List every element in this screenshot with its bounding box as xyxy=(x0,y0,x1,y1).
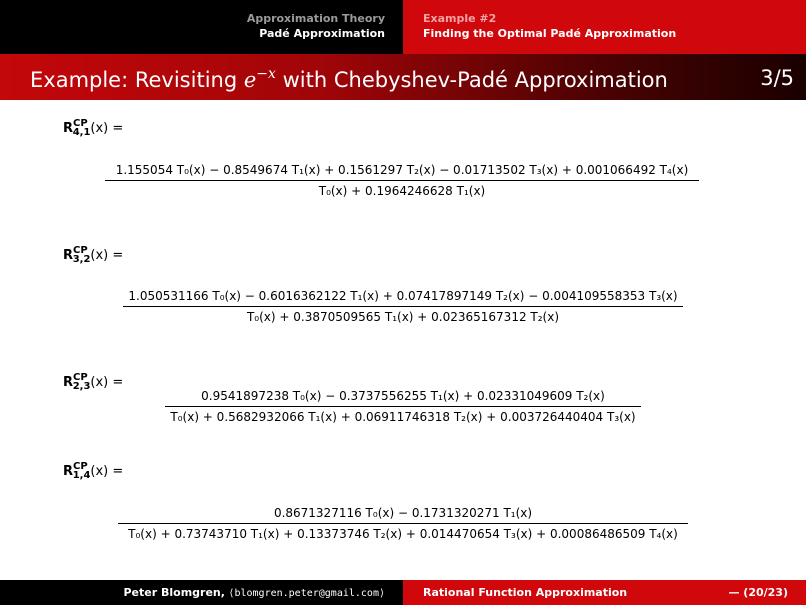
nav-subsection[interactable]: Padé Approximation xyxy=(259,27,385,40)
footer-email: ⟨blomgren.peter@gmail.com⟩ xyxy=(228,588,385,599)
footer-title-panel xyxy=(403,580,806,605)
approx-fraction xyxy=(123,289,683,324)
fraction-numerator: 1.050531166 T₀(x) − 0.6016362122 T₁(x) + 0.07417897149 T₂(x) − 0.004109558353 T₃(x) xyxy=(128,289,678,303)
top-navigation xyxy=(0,0,806,54)
slide-title: Example: Revisiting $e^{-x}$ with Chebyshev-Padé Approximation xyxy=(30,66,668,92)
title-bar xyxy=(0,54,806,100)
fraction-numerator: 1.155054 T₀(x) − 0.8549674 T₁(x) + 0.1561297 T₂(x) − 0.01713502 T₃(x) + 0.001066492 T₄(x) xyxy=(115,163,689,177)
fraction-denominator: T₀(x) + 0.73743710 T₁(x) + 0.13373746 T₂(x) + 0.014470654 T₃(x) + 0.00086486509 T₄(x) xyxy=(128,527,678,541)
fraction-denominator: T₀(x) + 0.5682932066 T₁(x) + 0.06911746318 T₂(x) + 0.003726440404 T₃(x) xyxy=(170,410,636,424)
nav-example-panel[interactable] xyxy=(403,0,806,54)
nav-section[interactable]: Approximation Theory xyxy=(246,12,385,25)
approx-fraction xyxy=(165,389,641,424)
footer-title: Rational Function Approximation xyxy=(423,586,628,599)
footer-author-panel xyxy=(0,580,403,605)
approx-fraction xyxy=(118,506,688,541)
nav-section-panel[interactable] xyxy=(0,0,403,54)
fraction-denominator: T₀(x) + 0.1964246628 T₁(x) xyxy=(318,184,486,198)
fraction-denominator: T₀(x) + 0.3870509565 T₁(x) + 0.02365167312 T₂(x) xyxy=(246,310,560,324)
footer xyxy=(0,580,806,605)
footer-page-number: — (20/23) xyxy=(728,586,788,599)
slide-page-number: 3/5 xyxy=(760,66,794,90)
approx-label: $R^{CP}_{4,1}(x)$ = xyxy=(63,118,124,138)
approx-label: $R^{CP}_{3,2}(x)$ = xyxy=(63,245,124,265)
nav-example-title[interactable]: Finding the Optimal Padé Approximation xyxy=(423,27,677,40)
fraction-numerator: 0.9541897238 T₀(x) − 0.3737556255 T₁(x) + 0.02331049609 T₂(x) xyxy=(201,389,605,403)
approx-fraction xyxy=(105,163,699,198)
fraction-numerator: 0.8671327116 T₀(x) − 0.1731320271 T₁(x) xyxy=(273,506,533,520)
approx-label: $R^{CP}_{2,3}(x)$ = xyxy=(63,372,124,392)
footer-author: Peter Blomgren, ⟨blomgren.peter@gmail.com⟩ xyxy=(123,586,385,599)
nav-example[interactable]: Example #2 xyxy=(423,12,497,25)
approx-label: $R^{CP}_{1,4}(x)$ = xyxy=(63,461,124,481)
